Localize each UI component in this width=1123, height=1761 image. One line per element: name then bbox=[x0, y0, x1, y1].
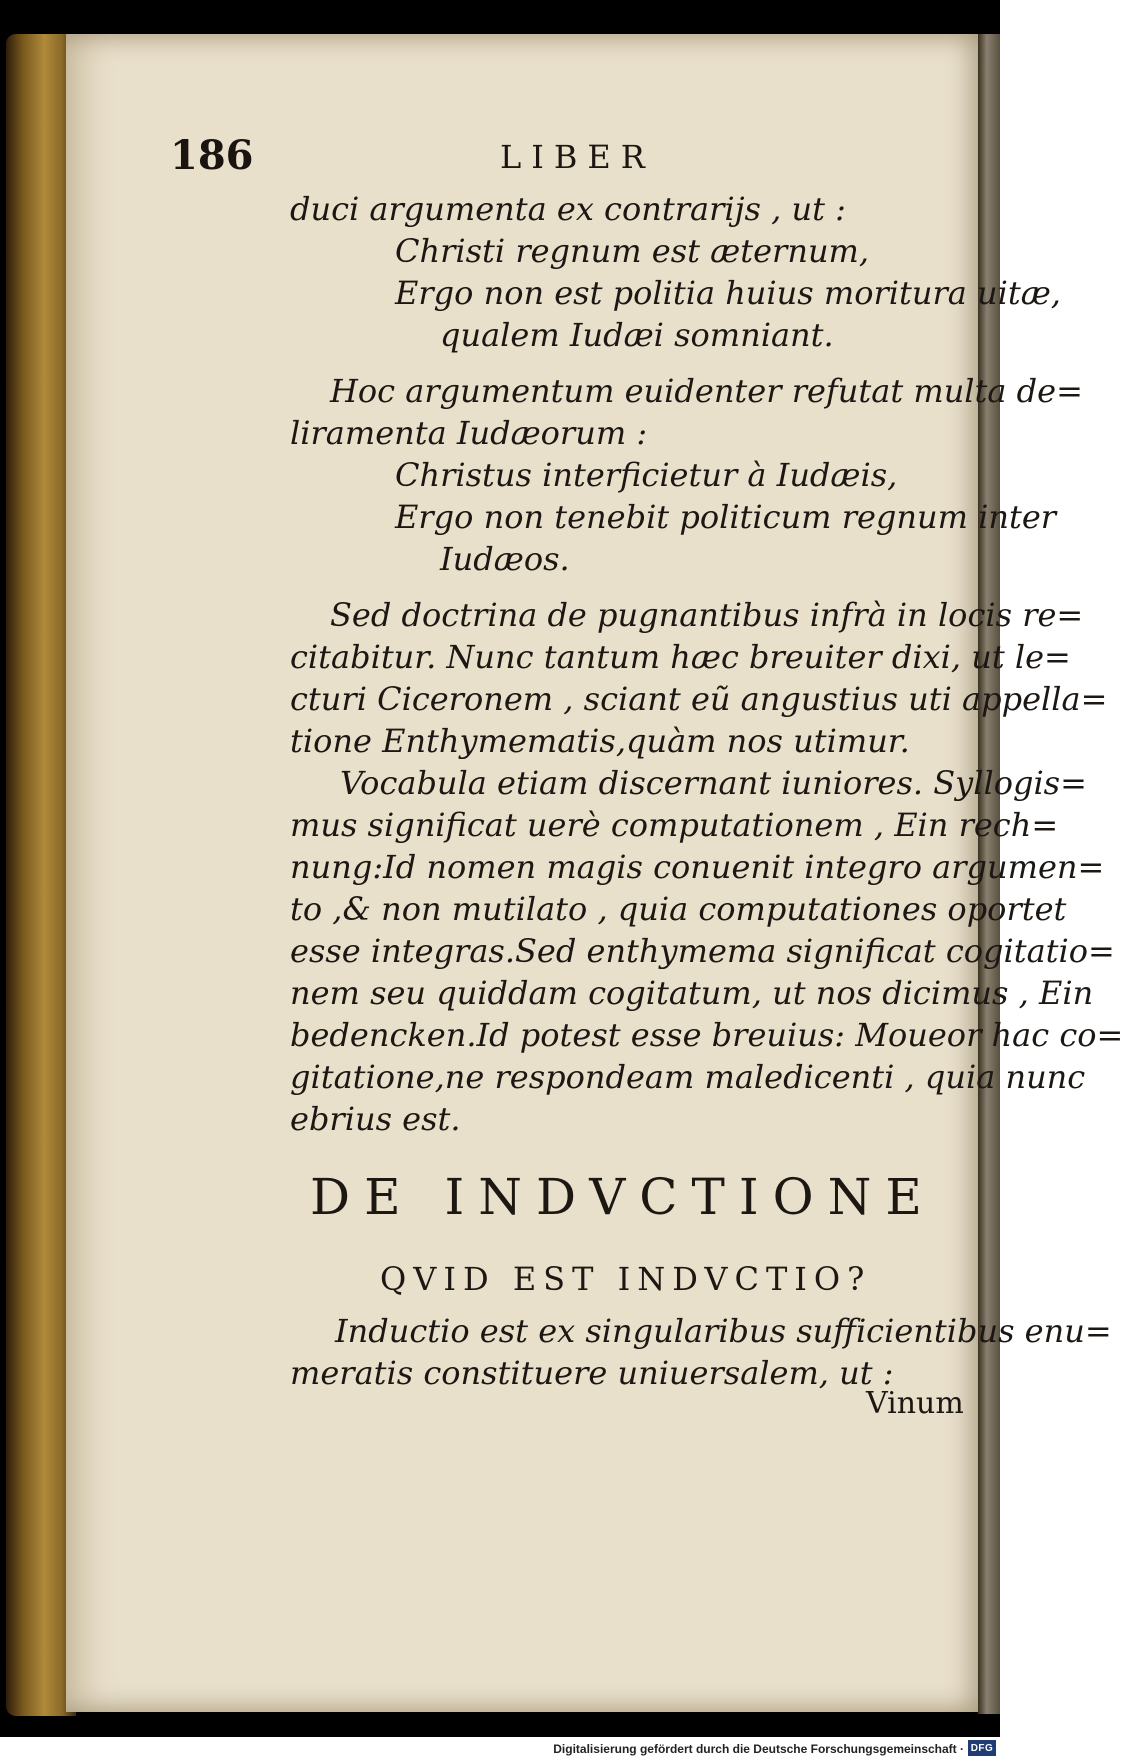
text-line: duci argumenta ex contrarijs , ut : bbox=[290, 190, 846, 228]
text-line: ebrius est. bbox=[290, 1100, 461, 1138]
text-line: Hoc argumentum euidenter refutat multa de= bbox=[330, 372, 1083, 410]
text-line: Sed doctrina de pugnantibus infrà in locis re= bbox=[330, 596, 1084, 634]
text-line: liramenta Iudæorum : bbox=[290, 414, 648, 452]
text-line: Inductio est ex singularibus sufficientibus enu= bbox=[335, 1312, 1112, 1350]
catchword: Vinum bbox=[866, 1386, 964, 1421]
text-line: meratis constituere uniuersalem, ut : bbox=[290, 1354, 894, 1392]
text-line: bedencken.Id potest esse breuius: Moueor hac co= bbox=[290, 1016, 1123, 1054]
text-line: Vocabula etiam discernant iuniores. Syllogis= bbox=[340, 764, 1087, 802]
text-line: Christus interficietur à Iudæis, bbox=[395, 456, 898, 494]
running-head: LIBER bbox=[500, 138, 655, 176]
text-line: to ,& non mutilato , quia computationes oportet bbox=[290, 890, 1067, 928]
text-line: Iudæos. bbox=[440, 540, 570, 578]
page-number: 186 bbox=[170, 132, 254, 179]
dfg-logo: DFG bbox=[968, 1740, 996, 1756]
digitization-credit: Digitalisierung gefördert durch die Deutsche Forschungsgemeinschaft · bbox=[553, 1742, 964, 1756]
text-line: tione Enthymematis,quàm nos utimur. bbox=[290, 722, 910, 760]
text-line: Ergo non est politia huius moritura uitæ, bbox=[395, 274, 1061, 312]
text-line: Ergo non tenebit politicum regnum inter bbox=[395, 498, 1057, 536]
text-line: Christi regnum est æternum, bbox=[395, 232, 870, 270]
subheading: QVID EST INDVCTIO? bbox=[380, 1260, 872, 1298]
text-line: gitatione,ne respondeam maledicenti , quia nunc bbox=[290, 1058, 1086, 1096]
text-line: citabitur. Nunc tantum hæc breuiter dixi, ut le= bbox=[290, 638, 1071, 676]
text-line: qualem Iudæi somniant. bbox=[440, 316, 834, 354]
text-line: nem seu quiddam cogitatum, ut nos dicimus , Ein bbox=[290, 974, 1094, 1012]
text-line: cturi Ciceronem , sciant eũ angustius uti appella= bbox=[290, 680, 1108, 718]
text-line: esse integras.Sed enthymema significat cogitatio= bbox=[290, 932, 1115, 970]
section-heading: DE INDVCTIONE bbox=[310, 1168, 936, 1226]
text-line: nung:Id nomen magis conuenit integro argumen= bbox=[290, 848, 1105, 886]
text-line: mus significat uerè computationem , Ein rech= bbox=[290, 806, 1059, 844]
